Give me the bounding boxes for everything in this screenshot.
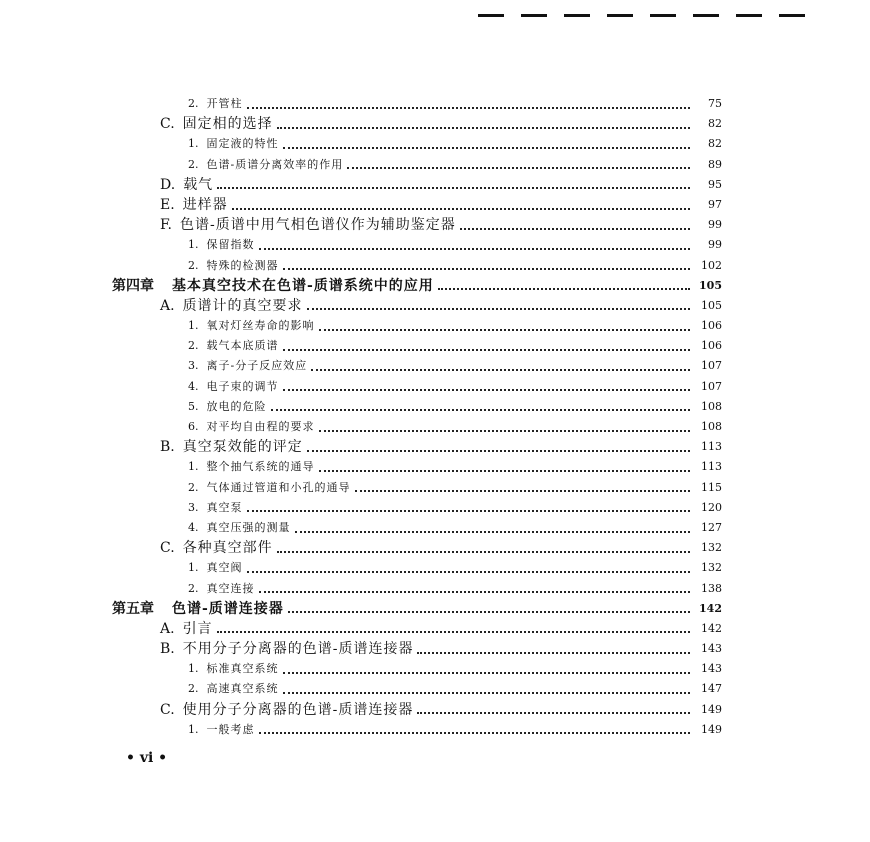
toc-entry-number: 1. <box>188 662 199 676</box>
toc-entry-page: 99 <box>708 218 722 232</box>
toc-entry-title: 基本真空技术在色谱-质谱系统中的应用 <box>172 277 434 294</box>
toc-entry-title: 真空压强的测量 <box>206 520 291 534</box>
toc-entry-page: 75 <box>708 97 722 110</box>
toc-entry-page: 82 <box>708 137 722 151</box>
toc-entry-number: B. <box>160 641 175 658</box>
dot-leader <box>259 590 691 593</box>
toc-entry-number: 2. <box>188 581 199 595</box>
toc-subsection-entry <box>0 659 870 679</box>
toc-subsection-entry <box>0 94 870 114</box>
toc-entry-number: A. <box>160 620 175 637</box>
toc-entry-page: 149 <box>701 702 722 716</box>
toc-entry-page: 82 <box>708 117 722 131</box>
toc-entry-number: 1. <box>188 137 199 151</box>
toc-entry-title: 开管柱 <box>206 97 243 110</box>
dot-leader <box>311 368 690 371</box>
toc-entry-page: 120 <box>701 500 722 514</box>
toc-entry-number: 6. <box>188 420 199 433</box>
toc-section-entry <box>0 700 870 720</box>
dot-leader <box>271 408 691 411</box>
toc-entry-number: 1. <box>188 460 199 474</box>
toc-entry-title: 一般考虑 <box>206 722 255 736</box>
toc-chapter-entry <box>0 276 870 296</box>
toc-section-entry <box>0 114 870 134</box>
toc-entry-page: 108 <box>701 420 722 433</box>
dot-leader <box>283 267 691 270</box>
toc-entry-title: 离子-分子反应效应 <box>206 359 308 373</box>
dot-leader <box>247 570 691 573</box>
toc-section-entry <box>0 639 870 659</box>
page-number-footer: • vi • <box>126 750 168 766</box>
toc-section-entry <box>0 175 870 195</box>
dot-leader <box>283 348 691 351</box>
toc-subsection-entry <box>0 720 870 740</box>
dot-leader <box>247 509 691 512</box>
toc-entry-number: C. <box>160 116 175 133</box>
toc-subsection-entry <box>0 417 870 437</box>
toc-entry-title: 色谱-质谱分离效率的作用 <box>206 157 344 171</box>
toc-entry-number: 1. <box>188 238 199 252</box>
toc-entry-title: 真空泵效能的评定 <box>182 439 303 456</box>
toc-entry-page: 89 <box>708 157 722 171</box>
dot-leader <box>319 328 691 331</box>
toc-entry-number: B. <box>160 439 175 456</box>
dot-leader <box>259 731 691 734</box>
toc-entry-title: 高速真空系统 <box>206 682 279 696</box>
toc-subsection-entry <box>0 397 870 417</box>
dot-leader <box>283 146 691 149</box>
toc-entry-title: 各种真空部件 <box>182 540 273 557</box>
toc-entry-page: 142 <box>699 601 722 615</box>
dot-leader <box>217 186 690 189</box>
toc-entry-number: 3. <box>188 500 199 514</box>
toc-entry-title: 整个抽气系统的通导 <box>206 460 315 474</box>
toc-entry-number: 2. <box>188 480 199 494</box>
toc-entry-number: 4. <box>188 520 199 534</box>
toc-entry-page: 127 <box>701 520 722 534</box>
toc-entry-page: 147 <box>701 682 722 696</box>
toc-entry-number: 3. <box>188 359 199 373</box>
toc-entry-number: 1. <box>188 319 199 333</box>
toc-section-entry <box>0 538 870 558</box>
toc-entry-title: 气体通过管道和小孔的通导 <box>206 480 351 494</box>
toc-entry-number: D. <box>160 176 176 193</box>
toc-section-entry <box>0 195 870 215</box>
toc-entry-title: 真空连接 <box>206 581 255 595</box>
toc-subsection-entry <box>0 558 870 578</box>
toc-entry-number: C. <box>160 540 175 557</box>
toc-entry-title: 色谱-质谱连接器 <box>172 600 284 617</box>
dot-leader <box>355 489 691 492</box>
toc-entry-page: 143 <box>701 642 722 656</box>
toc-section-entry <box>0 296 870 316</box>
dot-leader <box>283 671 691 674</box>
dot-leader <box>259 247 691 250</box>
dot-leader <box>295 530 691 533</box>
dot-leader <box>307 307 690 310</box>
toc-section-entry <box>0 215 870 235</box>
toc-entry-title: 保留指数 <box>206 238 255 252</box>
toc-subsection-entry <box>0 457 870 477</box>
dot-leader <box>319 469 691 472</box>
toc-subsection-entry <box>0 478 870 498</box>
toc-entry-number: F. <box>160 217 172 234</box>
toc-entry-title: 特殊的检测器 <box>206 258 279 272</box>
toc-entry-page: 132 <box>701 561 722 575</box>
toc-subsection-entry <box>0 679 870 699</box>
toc-subsection-entry <box>0 336 870 356</box>
toc-entry-title: 固定相的选择 <box>182 116 273 133</box>
toc-entry-number: 2. <box>188 97 199 110</box>
toc-entry-page: 99 <box>708 238 722 252</box>
dot-leader <box>288 610 690 613</box>
toc-entry-title: 真空阀 <box>206 561 243 575</box>
dot-leader <box>417 711 690 714</box>
toc-subsection-entry <box>0 498 870 518</box>
toc-entry-title: 电子束的调节 <box>206 379 279 393</box>
toc-entry-page: 142 <box>701 621 722 635</box>
toc-subsection-entry <box>0 518 870 538</box>
toc-entry-title: 载气本底质谱 <box>206 339 279 353</box>
toc-entry-number: 第五章 <box>112 600 154 617</box>
toc-entry-number: 5. <box>188 399 199 413</box>
dot-leader <box>319 429 691 432</box>
toc-entry-title: 质谱计的真空要求 <box>182 297 303 314</box>
toc-entry-page: 107 <box>701 359 722 373</box>
toc-entry-number: 1. <box>188 561 199 575</box>
toc-entry-title: 载气 <box>183 176 214 193</box>
dot-leader <box>277 126 690 129</box>
toc-entry-page: 97 <box>708 197 722 211</box>
toc-subsection-entry <box>0 356 870 376</box>
toc-section-entry <box>0 437 870 457</box>
dot-leader <box>283 388 691 391</box>
toc-entry-number: E. <box>160 196 175 213</box>
toc-entry-page: 106 <box>701 339 722 353</box>
toc-entry-title: 对平均自由程的要求 <box>206 420 315 433</box>
toc-entry-title: 放电的危险 <box>206 399 267 413</box>
toc-entry-number: 2. <box>188 258 199 272</box>
toc-subsection-entry <box>0 377 870 397</box>
dot-leader <box>247 106 691 109</box>
toc-entry-page: 132 <box>701 541 722 555</box>
toc-entry-number: 2. <box>188 157 199 171</box>
toc-entry-title: 氧对灯丝寿命的影响 <box>206 319 315 333</box>
dot-leader <box>307 449 690 452</box>
dot-leader <box>417 651 690 654</box>
toc-entry-title: 固定液的特性 <box>206 137 279 151</box>
toc-entry-page: 115 <box>701 480 722 494</box>
toc-entry-number: C. <box>160 701 175 718</box>
toc-entry-title: 标准真空系统 <box>206 662 279 676</box>
toc-subsection-entry <box>0 316 870 336</box>
toc-subsection-entry <box>0 256 870 276</box>
toc-entry-page: 108 <box>701 399 722 413</box>
toc-chapter-entry <box>0 599 870 619</box>
toc-entry-page: 95 <box>708 177 722 191</box>
toc-entry-title: 不用分子分离器的色谱-质谱连接器 <box>182 641 414 658</box>
toc-entry-title: 真空泵 <box>206 500 243 514</box>
toc-entry-page: 138 <box>701 581 722 595</box>
dot-leader <box>347 166 690 169</box>
table-of-contents <box>0 94 870 740</box>
dot-leader <box>438 287 690 290</box>
toc-entry-number: 2. <box>188 682 199 696</box>
toc-subsection-entry <box>0 579 870 599</box>
toc-entry-page: 113 <box>701 440 722 454</box>
toc-entry-page: 143 <box>701 662 722 676</box>
toc-entry-number: 第四章 <box>112 277 154 294</box>
toc-entry-page: 107 <box>701 379 722 393</box>
dot-leader <box>232 207 690 210</box>
dot-leader <box>217 630 690 633</box>
toc-entry-page: 113 <box>701 460 722 474</box>
toc-entry-page: 105 <box>699 278 722 292</box>
dot-leader <box>277 550 690 553</box>
dot-leader <box>283 691 691 694</box>
toc-entry-title: 引言 <box>182 620 213 637</box>
toc-entry-page: 102 <box>701 258 722 272</box>
top-dash-marks <box>478 14 805 17</box>
toc-entry-number: A. <box>160 297 175 314</box>
toc-entry-number: 2. <box>188 339 199 353</box>
dot-leader <box>460 227 690 230</box>
toc-entry-number: 4. <box>188 379 199 393</box>
toc-subsection-entry <box>0 134 870 154</box>
toc-entry-page: 105 <box>701 298 722 312</box>
toc-entry-title: 进样器 <box>182 196 228 213</box>
toc-entry-title: 使用分子分离器的色谱-质谱连接器 <box>182 701 414 718</box>
toc-entry-page: 106 <box>701 319 722 333</box>
toc-entry-page: 149 <box>701 722 722 736</box>
toc-entry-number: 1. <box>188 722 199 736</box>
toc-entry-title: 色谱-质谱中用气相色谱仪作为辅助鉴定器 <box>179 217 456 234</box>
toc-subsection-entry <box>0 155 870 175</box>
toc-subsection-entry <box>0 235 870 255</box>
toc-section-entry <box>0 619 870 639</box>
